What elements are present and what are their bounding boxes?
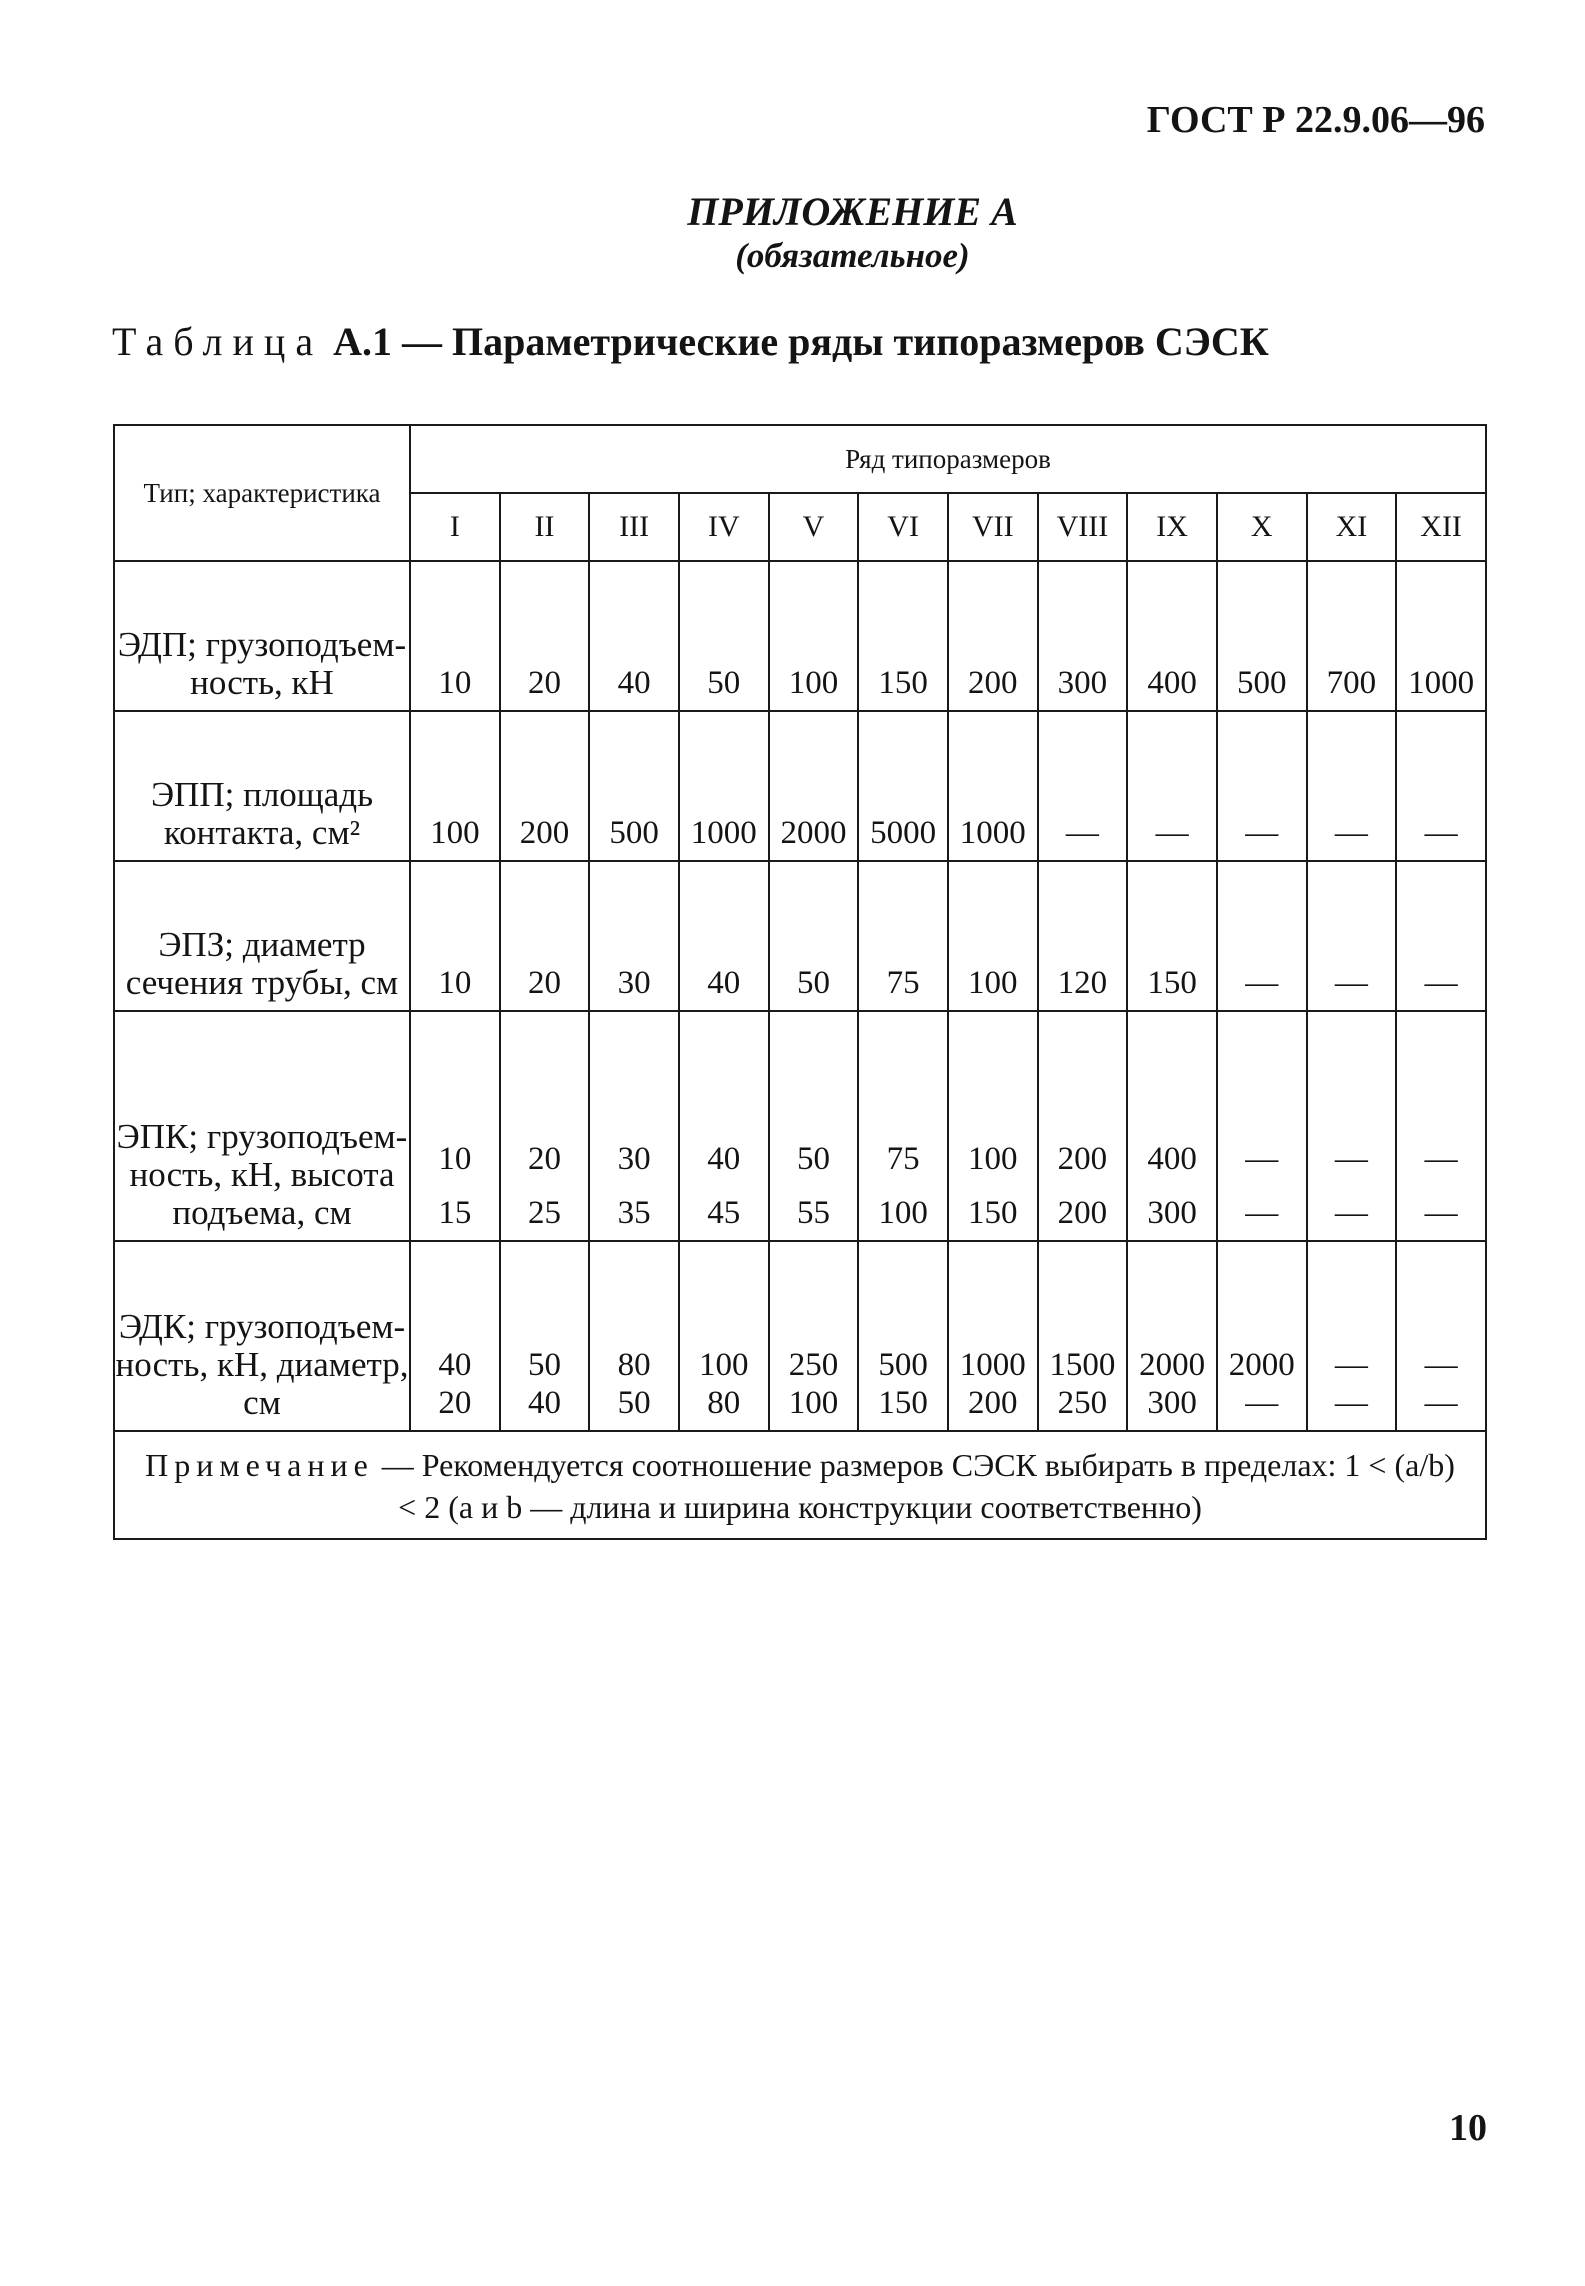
table-cell [679, 561, 769, 711]
table-cell [410, 561, 500, 711]
cell-value: 80 [707, 1385, 741, 1421]
cell-value: 150 [878, 1385, 928, 1421]
cell-value-top: — [1334, 1141, 1368, 1177]
cell-value-top: 1000 [959, 1347, 1026, 1383]
cell-value-top: — [1424, 1141, 1458, 1177]
table-cell [769, 561, 859, 711]
table-cell [1127, 1241, 1217, 1431]
table-caption [112, 318, 1269, 365]
table-cell [1127, 861, 1217, 1011]
cell-value: 150 [1147, 965, 1197, 1001]
table-cell [948, 711, 1038, 861]
table-cell [500, 711, 590, 861]
table-header-row [114, 425, 1486, 493]
table-cell [500, 861, 590, 1011]
table-cell [1038, 561, 1128, 711]
cell-value-top: 50 [796, 1141, 830, 1177]
cell-value: 200 [968, 1385, 1018, 1421]
cell-value: 25 [527, 1195, 561, 1231]
table-cell [589, 711, 679, 861]
table-note [114, 1431, 1486, 1539]
roman-header-cell: I [410, 493, 500, 561]
table-cell [948, 1241, 1038, 1431]
table-body [114, 425, 1486, 1539]
document-code: ГОСТ Р 22.9.06—96 [1146, 99, 1485, 141]
cell-value-top: 100 [968, 1141, 1018, 1177]
cell-value-top: 200 [1057, 1141, 1108, 1177]
cell-value: 200 [519, 815, 570, 851]
table-cell [1217, 1241, 1307, 1431]
table-cell [1127, 561, 1217, 711]
note-row [114, 1431, 1486, 1539]
table-cell [589, 1011, 679, 1241]
cell-value: — [1334, 815, 1368, 851]
cell-value-top: 40 [438, 1347, 472, 1383]
cell-value-top: 250 [788, 1347, 839, 1383]
cell-value: 1000 [690, 815, 757, 851]
cell-value-top: 30 [617, 1141, 651, 1177]
table-cell [1307, 561, 1397, 711]
table-cell [1217, 561, 1307, 711]
cell-value: 35 [617, 1195, 651, 1231]
table-cell [858, 561, 948, 711]
cell-value: 55 [796, 1195, 830, 1231]
cell-value-top: — [1334, 1347, 1368, 1383]
roman-header-cell: IX [1127, 493, 1217, 561]
cell-value: — [1245, 1385, 1279, 1421]
cell-value: 20 [438, 1385, 472, 1421]
cell-value: 300 [1147, 1385, 1197, 1421]
note-prefix: Примечание [145, 1447, 374, 1483]
parametric-table [113, 424, 1487, 1540]
cell-value: 20 [527, 665, 561, 701]
roman-header-cell: VII [948, 493, 1038, 561]
table-cell [1307, 711, 1397, 861]
cell-value-top: 50 [527, 1347, 561, 1383]
table-cell [1396, 561, 1486, 711]
table-cell [948, 561, 1038, 711]
table-cell [1217, 861, 1307, 1011]
table-cell [500, 1011, 590, 1241]
table-caption-text: А.1 — Параметрические ряды типоразмеров СЭСК [323, 319, 1269, 364]
cell-value: 300 [1147, 1195, 1197, 1231]
roman-header-cell: II [500, 493, 590, 561]
table-cell [589, 861, 679, 1011]
table-cell [500, 1241, 590, 1431]
cell-value: — [1245, 965, 1279, 1001]
table-cell [589, 1241, 679, 1431]
cell-value: 100 [968, 965, 1018, 1001]
table-cell [1307, 1241, 1397, 1431]
table-cell [679, 1241, 769, 1431]
cell-value: 300 [1057, 665, 1108, 701]
cell-value-top: — [1245, 1141, 1279, 1177]
roman-header-cell: VIII [1038, 493, 1128, 561]
roman-header-cell: XII [1396, 493, 1486, 561]
table-row [114, 1241, 1486, 1431]
table-cell [410, 1011, 500, 1241]
cell-value: 15 [438, 1195, 472, 1231]
table-cell [1127, 1011, 1217, 1241]
cell-value: 20 [527, 965, 561, 1001]
cell-value: 120 [1057, 965, 1108, 1001]
page-number: 10 [1449, 2107, 1487, 2149]
cell-value-top: 2000 [1228, 1347, 1295, 1383]
table-cell [858, 711, 948, 861]
cell-value: 100 [878, 1195, 928, 1231]
table-cell [1396, 861, 1486, 1011]
cell-value: 10 [438, 665, 472, 701]
cell-value: 40 [707, 965, 741, 1001]
table-cell [769, 1011, 859, 1241]
roman-header-cell: IV [679, 493, 769, 561]
table-cell [1396, 711, 1486, 861]
table-row [114, 711, 1486, 861]
table-cell [410, 861, 500, 1011]
table-cell [858, 1241, 948, 1431]
table-cell [1038, 1241, 1128, 1431]
cell-value: 1000 [1408, 665, 1475, 701]
table-cell [500, 561, 590, 711]
table-cell [1307, 861, 1397, 1011]
cell-value: 150 [968, 1195, 1018, 1231]
table-cell [769, 711, 859, 861]
table-cell [1396, 1241, 1486, 1431]
note-text: — Рекомендуется соотношение размеров СЭСК выбирать в пределах: 1 < (a/b) < 2 (a и b — длина и ширина конструкции соответственно) [373, 1447, 1455, 1525]
cell-value-top: 500 [878, 1347, 928, 1383]
cell-value: 5000 [870, 815, 937, 851]
cell-value: 10 [438, 965, 472, 1001]
cell-value-top: — [1424, 1347, 1458, 1383]
cell-value: 50 [707, 665, 741, 701]
row-label: ЭДП; грузоподъем-ность, кН [114, 561, 410, 711]
cell-value-top: 400 [1147, 1141, 1197, 1177]
cell-value-top: 100 [699, 1347, 749, 1383]
cell-value: — [1334, 1195, 1368, 1231]
table-cell [679, 711, 769, 861]
cell-value: 500 [1236, 665, 1287, 701]
cell-value: 30 [617, 965, 651, 1001]
cell-value: — [1155, 815, 1189, 851]
cell-value: 500 [609, 815, 659, 851]
cell-value-top: 1500 [1049, 1347, 1116, 1383]
column-header-type: Тип; характеристика [114, 425, 410, 561]
table-cell [948, 1011, 1038, 1241]
cell-value: — [1424, 815, 1458, 851]
table-cell [1127, 711, 1217, 861]
cell-value: 50 [796, 965, 830, 1001]
annex-title: ПРИЛОЖЕНИЕ А [687, 189, 1018, 234]
cell-value: — [1424, 1385, 1458, 1421]
cell-value: — [1424, 965, 1458, 1001]
cell-value: 250 [1057, 1385, 1108, 1421]
roman-header-cell: XI [1307, 493, 1397, 561]
table-cell [1396, 1011, 1486, 1241]
cell-value: 45 [707, 1195, 741, 1231]
table-cell [1217, 711, 1307, 861]
cell-value: — [1334, 1385, 1368, 1421]
row-label: ЭДК; грузоподъем-ность, кН, диаметр, см [114, 1241, 410, 1431]
table-caption-prefix: Таблица [112, 319, 324, 364]
cell-value: — [1245, 815, 1279, 851]
cell-value-top: 75 [886, 1141, 920, 1177]
cell-value: 100 [788, 1385, 839, 1421]
cell-value: 400 [1147, 665, 1197, 701]
cell-value: 2000 [780, 815, 847, 851]
table-row [114, 561, 1486, 711]
table-row [114, 861, 1486, 1011]
roman-header-cell: III [589, 493, 679, 561]
table-cell [1217, 1011, 1307, 1241]
cell-value: — [1245, 1195, 1279, 1231]
table-cell [1038, 1011, 1128, 1241]
cell-value: 40 [617, 665, 651, 701]
table-cell [1038, 861, 1128, 1011]
roman-header-cell: X [1217, 493, 1307, 561]
table-row [114, 1011, 1486, 1241]
table-cell [410, 711, 500, 861]
cell-value: 200 [968, 665, 1018, 701]
table-cell [410, 1241, 500, 1431]
cell-value: — [1334, 965, 1368, 1001]
cell-value: 200 [1057, 1195, 1108, 1231]
cell-value: 100 [430, 815, 480, 851]
cell-value: — [1065, 815, 1099, 851]
table-cell [769, 1241, 859, 1431]
cell-value: 700 [1326, 665, 1377, 701]
table-cell [858, 861, 948, 1011]
cell-value: 75 [886, 965, 920, 1001]
cell-value-top: 40 [707, 1141, 741, 1177]
cell-value-top: 10 [438, 1141, 472, 1177]
cell-value: 1000 [959, 815, 1026, 851]
table-cell [679, 1011, 769, 1241]
roman-header-cell: V [769, 493, 859, 561]
table-cell [948, 861, 1038, 1011]
cell-value: 40 [527, 1385, 561, 1421]
cell-value: 50 [617, 1385, 651, 1421]
table-cell [858, 1011, 948, 1241]
table-cell [679, 861, 769, 1011]
annex-status: (обязательное) [735, 236, 970, 275]
cell-value-top: 80 [617, 1347, 651, 1383]
group-header-size-series: Ряд типоразмеров [410, 425, 1486, 493]
table-cell [1307, 1011, 1397, 1241]
cell-value-top: 20 [527, 1141, 561, 1177]
table-cell [769, 861, 859, 1011]
cell-value: 150 [878, 665, 928, 701]
cell-value: — [1424, 1195, 1458, 1231]
row-label: ЭПК; грузоподъем-ность, кН, высота подъема, см [114, 1011, 410, 1241]
roman-header-cell: VI [858, 493, 948, 561]
table-cell [1038, 711, 1128, 861]
row-label: ЭПП; площадь контакта, см² [114, 711, 410, 861]
table-cell [589, 561, 679, 711]
cell-value-top: 2000 [1139, 1347, 1206, 1383]
cell-value: 100 [788, 665, 839, 701]
row-label: ЭПЗ; диаметр сечения трубы, см [114, 861, 410, 1011]
